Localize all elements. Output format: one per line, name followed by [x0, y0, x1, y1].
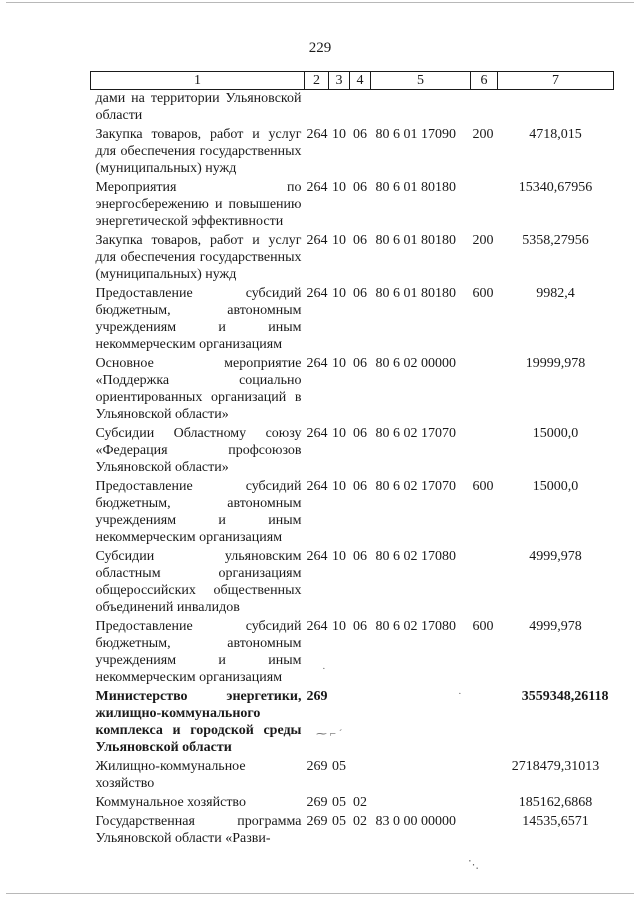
row-section: 10 [332, 619, 346, 634]
row-name: Министерство энергетики, жилищно-коммунального комплекса и городской среды Ульяновской области [95, 689, 302, 755]
row-expense-type [471, 688, 498, 758]
table-row [91, 618, 614, 688]
table-row [91, 688, 614, 758]
row-subsection: 06 [353, 549, 367, 564]
scan-mark: ⋱ [468, 859, 479, 871]
row-name: Основное мероприятие «Поддержка социально ориентированных организаций в Ульяновской области» [95, 356, 302, 422]
row-subsection: 02 [353, 814, 367, 829]
table-row [91, 179, 614, 232]
row-admin-code [305, 90, 329, 127]
row-target-article: 83 0 00 00000 [375, 814, 456, 829]
row-amount: 15000,0 [532, 479, 579, 494]
row-name: Коммунальное хозяйство [95, 795, 246, 810]
row-admin-code: 264 [306, 479, 328, 494]
row-subsection [350, 758, 371, 794]
table-row [91, 813, 614, 849]
scan-border-top [6, 2, 634, 3]
row-expense-type [471, 90, 498, 127]
row-name: Закупка товаров, работ и услуг для обеспечения государственных (муниципальных) нужд [95, 233, 302, 282]
table-row [91, 126, 614, 179]
row-subsection: 06 [353, 180, 367, 195]
budget-table [90, 71, 614, 849]
row-subsection: 06 [353, 479, 367, 494]
scan-mark: ⁓ ⌐ ´ [316, 728, 343, 740]
row-subsection: 06 [353, 233, 367, 248]
row-admin-code: 264 [306, 619, 328, 634]
row-admin-code: 269 [306, 759, 328, 774]
row-expense-type [471, 548, 498, 618]
row-target-article [371, 90, 471, 127]
table-row [91, 478, 614, 548]
row-target-article: 80 6 02 17070 [375, 426, 456, 441]
row-subsection: 06 [353, 356, 367, 371]
budget-rows [91, 90, 614, 850]
row-name: дами на территории Ульяновской области [95, 91, 302, 123]
row-name: Закупка товаров, работ и услуг для обеспечения государственных (муниципальных) нужд [95, 127, 302, 176]
table-row [91, 794, 614, 813]
row-admin-code: 264 [306, 356, 328, 371]
row-expense-type: 600 [472, 619, 494, 634]
row-expense-type: 600 [472, 479, 494, 494]
row-section: 10 [332, 286, 346, 301]
column-header: 7 [498, 72, 614, 90]
row-section: 10 [332, 356, 346, 371]
row-subsection: 06 [353, 619, 367, 634]
row-admin-code: 264 [306, 426, 328, 441]
page-number: 229 [308, 40, 332, 56]
row-amount: 15000,0 [532, 426, 579, 441]
row-admin-code: 264 [306, 127, 328, 142]
row-subsection: 06 [353, 426, 367, 441]
row-name: Предоставление субсидий бюджетным, автономным учреждениям и иным некоммерческим организациям [95, 619, 302, 685]
row-subsection: 06 [353, 127, 367, 142]
row-amount: 185162,6868 [518, 795, 593, 810]
row-subsection [350, 90, 371, 127]
row-target-article [371, 688, 471, 758]
row-target-article: 80 6 02 17070 [375, 479, 456, 494]
row-admin-code: 264 [306, 233, 328, 248]
column-numbers-row [91, 72, 614, 90]
row-amount: 19999,978 [525, 356, 586, 371]
row-section: 05 [332, 759, 346, 774]
row-amount: 2718479,31013 [511, 759, 600, 774]
row-name: Жилищно-коммунальное хозяйство [95, 759, 246, 791]
table-row [91, 232, 614, 285]
table-row [91, 425, 614, 478]
row-subsection: 06 [353, 286, 367, 301]
row-expense-type: 200 [472, 127, 494, 142]
row-amount: 15340,67956 [518, 180, 593, 195]
scan-mark: · [322, 663, 326, 675]
row-section: 10 [332, 549, 346, 564]
row-section: 05 [332, 795, 346, 810]
table-row [91, 285, 614, 355]
column-header: 2 [305, 72, 329, 90]
row-target-article [371, 758, 471, 794]
row-target-article: 80 6 01 80180 [375, 233, 456, 248]
table-row [91, 90, 614, 127]
row-target-article: 80 6 02 17080 [375, 619, 456, 634]
row-amount: 14535,6571 [522, 814, 589, 829]
row-section [329, 90, 350, 127]
row-admin-code: 269 [306, 689, 328, 704]
row-target-article: 80 6 02 17080 [375, 549, 456, 564]
row-amount: 4999,978 [529, 549, 582, 564]
row-admin-code: 264 [306, 549, 328, 564]
row-subsection: 02 [353, 795, 367, 810]
row-expense-type [471, 425, 498, 478]
row-expense-type: 600 [472, 286, 494, 301]
row-expense-type [471, 758, 498, 794]
column-header: 3 [329, 72, 350, 90]
row-expense-type [471, 813, 498, 849]
row-section: 10 [332, 180, 346, 195]
row-amount: 9982,4 [536, 286, 575, 301]
row-amount: 4999,978 [529, 619, 582, 634]
row-section [329, 688, 350, 758]
row-subsection [350, 688, 371, 758]
row-target-article: 80 6 01 80180 [375, 286, 456, 301]
row-name: Мероприятия по энергосбережению и повышению энергетической эффективности [95, 180, 302, 229]
row-name: Предоставление субсидий бюджетным, автономным учреждениям и иным некоммерческим организациям [95, 286, 302, 352]
row-amount: 4718,015 [529, 127, 582, 142]
row-name: Предоставление субсидий бюджетным, автономным учреждениям и иным некоммерческим организациям [95, 479, 302, 545]
column-header: 1 [91, 72, 305, 90]
row-amount: 5358,27956 [522, 233, 589, 248]
row-section: 10 [332, 233, 346, 248]
scan-border-bottom [6, 893, 634, 894]
column-header: 4 [350, 72, 371, 90]
table-row [91, 355, 614, 425]
row-name: Субсидии Областному союзу «Федерация профсоюзов Ульяновской области» [95, 426, 302, 475]
row-target-article [371, 794, 471, 813]
row-expense-type [471, 794, 498, 813]
row-expense-type [471, 355, 498, 425]
row-expense-type: 200 [472, 233, 494, 248]
row-section: 10 [332, 127, 346, 142]
table-row [91, 548, 614, 618]
row-target-article: 80 6 01 17090 [375, 127, 456, 142]
column-header: 6 [471, 72, 498, 90]
row-admin-code: 264 [306, 286, 328, 301]
column-header: 5 [371, 72, 471, 90]
row-admin-code: 269 [306, 814, 328, 829]
row-name: Субсидии ульяновским областным организациям общероссийских общественных объединений инвалидов [95, 549, 302, 615]
row-target-article: 80 6 02 00000 [375, 356, 456, 371]
row-target-article: 80 6 01 80180 [375, 180, 456, 195]
table-row [91, 758, 614, 794]
row-admin-code: 269 [306, 795, 328, 810]
row-section: 05 [332, 814, 346, 829]
scan-mark: · [458, 688, 462, 700]
row-expense-type [471, 179, 498, 232]
row-name: Государственная программа Ульяновской области «Разви- [95, 814, 302, 846]
row-amount: 3559348,26118 [521, 689, 609, 704]
row-section: 10 [332, 426, 346, 441]
row-admin-code: 264 [306, 180, 328, 195]
row-amount [498, 90, 614, 127]
row-section: 10 [332, 479, 346, 494]
